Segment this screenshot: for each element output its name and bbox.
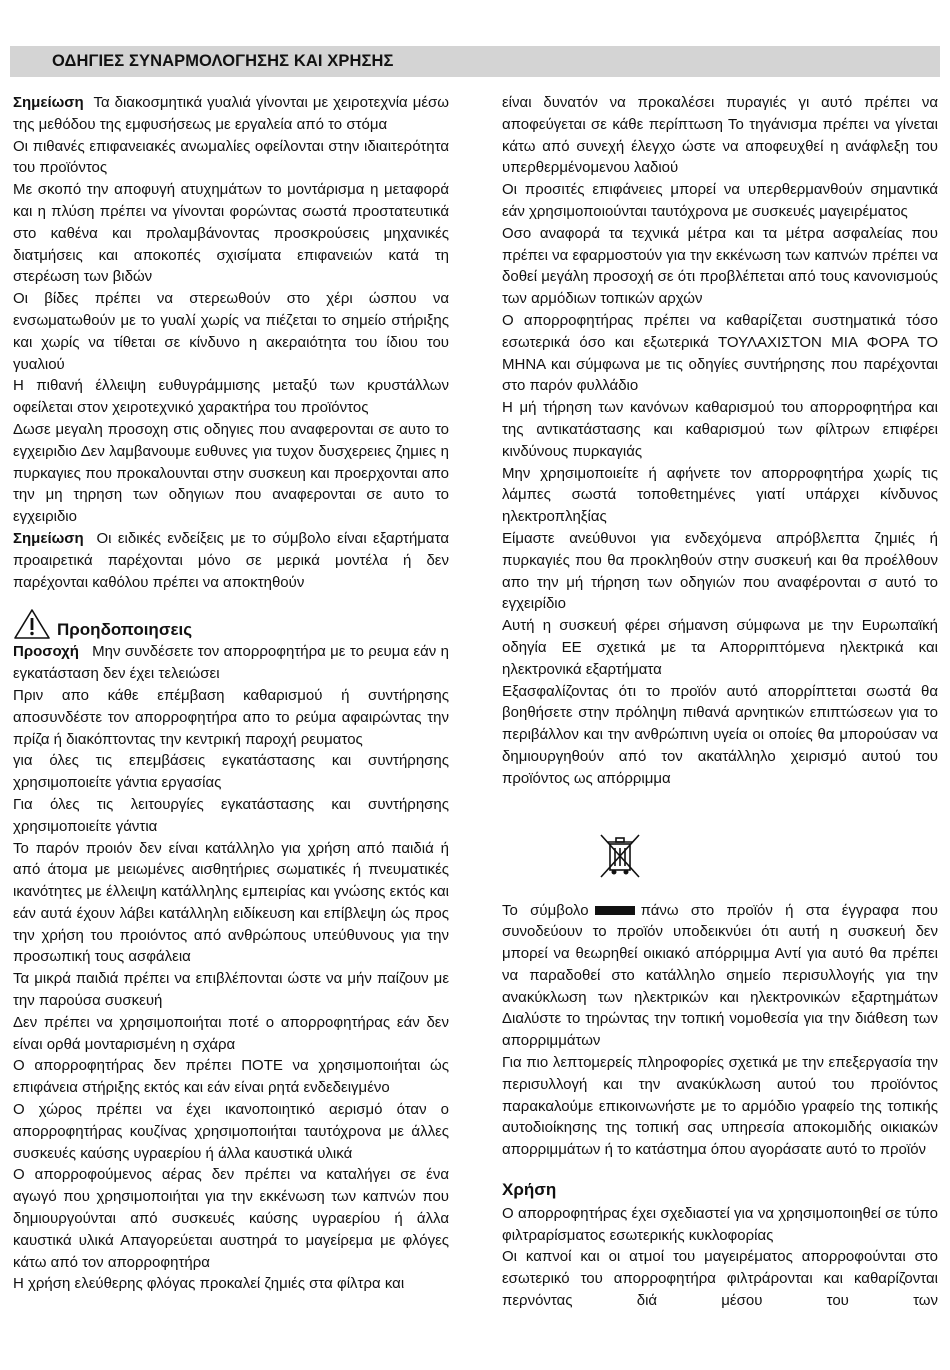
paragraph: Ο απορροφητήρας έχει σχεδιαστεί για να χρησιμοποιηθεί σε τύπο φιλτραρίσματος εσωτερικής κυκλοφορίας xyxy=(502,1204,938,1244)
symbol-paragraph xyxy=(502,900,938,1053)
paragraph: Δεν πρέπει να χρησιμοποιήται ποτέ ο απορροφητήρας εάν δεν είναι ορθά μονταρισμένη η σχάρα xyxy=(13,1013,449,1053)
left-column xyxy=(13,92,449,1295)
crossed-bin-icon xyxy=(598,832,642,880)
paragraph: Εξασφαλίζοντας ότι το προϊόν αυτό απορρίπτεται σωστά θα βοηθήσετε στην πρόληψη πιθανά αρνητικών επιπτώσεων για το περιβάλλον και την ανθρώπινη υγεία οι οποίες θα μπορούσαν να δημιουργηθούν από τον ακατάλληλο χειρισμό αυτού του προϊόντος ως απόρριμμα xyxy=(502,682,938,787)
paragraph: Ο απορροφητήρας πρέπει να καθαρίζεται συστηματικά τόσο εσωτερικά όσο και εξωτερικά ΤΟΥΛΑΧΙΣΤΟΝ ΜΙΑ ΦΟΡΑ ΤΟ ΜΗΝΑ και σύμφωνα με τις οδηγίες συντήρησης που παρέχονται στο παρόν φυλλάδιο xyxy=(502,311,938,395)
warnings-heading: Προηδοποιησεις xyxy=(57,619,193,639)
paragraph: Πριν απο κάθε επέμβαση καθαρισμού ή συντήρησης αποσυνδέστε τον απορροφητήρα απο το ρεύμα αφαιρώντας την πρίζα ή διακόπτοντας την κεντρική παροχή ρευματος xyxy=(13,686,449,748)
weee-bar-symbol xyxy=(595,906,635,915)
paragraph: Είμαστε ανεύθυνοι για ενδεχόμενα απρόβλεπτα ζημιές ή πυρκαγιές που θα προκληθούν στην συσκευή και θα προέλθουν απο την μή τήρηση των οδηγιών που αναφέρονται σ αυτό το εγχειρίδιο xyxy=(502,529,938,613)
paragraph: Η μή τήρηση των κανόνων καθαρισμού του απορροφητήρα και της αντικατάστασης και καθαρισμού των φίλτρων επιφέρει κινδύνους πυρκαγιάς xyxy=(502,399,938,460)
symbol-text-rest: πάνω στο προϊόν ή στα έγγραφα που συνοδεύουν το προϊόν υποδεικνύει ότι αυτή η συσκευή δεν μπορεί να θεωρηθεί οικιακό απόρριμμα Αντί για αυτό θα πρέπει να παραδοθεί στο κατάλληλο σημείο περισυλλογής για την ανακύκλωση των ηλεκτρικών και ηλεκτρονικών εξαρτημάτων Διαλύστε το τηρώντας την τοπική νομοθεσία για την διάθεση των απορριμμάτων xyxy=(502,901,938,1050)
paragraph: Για όλες τις λειτουργίες εγκατάστασης και συντήρησης χρησιμοποιείτε γάντια xyxy=(13,795,449,835)
page-title: ΟΔΗΓΙΕΣ ΣΥΝΑΡΜΟΛΟΓΗΣΗΣ ΚΑΙ ΧΡΗΣΗΣ xyxy=(52,52,394,70)
caution-text: Μην συνδέσετε τον απορροφητήρα με το ρευμα εάν η εγκατάσταση δεν έχει τελειώσει xyxy=(13,643,449,683)
caution-label: Προσοχή xyxy=(13,643,79,661)
page-header-bar xyxy=(10,46,940,77)
note-paragraph xyxy=(13,528,449,593)
note-paragraph xyxy=(13,92,449,136)
paragraph: Οι βίδες πρέπει να στερεωθούν στο χέρι ώσπου να ενσωματωθούν με το γυαλί χωρίς να πιέζεται το σημείο στήριξης και χωρίς να τίθεται σε κίνδυνο η ακεραιότητα του ίδιου του γυαλιού xyxy=(13,290,449,373)
paragraph: Για πιο λεπτομερείς πληροφορίες σχετικά με την επεξεργασία την περισυλλογή και την ανακύκλωση αυτού του προϊόντος παρακαλούμε επικοινωνήστε με το αρμόδιο γραφείο της τοπικής αυτοδιοίκησης της τοπική σας υπηρεσία αποκομιδής οικιακών απορριμμάτων ή το κατάστημα όπου αγοράσατε αυτό το προϊόν xyxy=(502,1054,938,1159)
paragraph: Δωσε μεγαλη προσοχη στις οδηγιες που αναφερονται σε αυτο το εγχειριδιο Δεν λαμβανουμε ευθυνες για τυχον δυσχερειες ζημιες η πυρκαγιες που προκαλουνται στην συσκευη και προερχονται απο την μη τηρηση των οδηγιων που αναφερονται σε αυτο το εγχειριδιο xyxy=(13,420,449,526)
paragraph: Τα μικρά παιδιά πρέπει να επιβλέπονται ώστε να μήν παίζουν με την παρούσα συσκευή xyxy=(13,970,449,1010)
paragraph: Η πιθανή έλλειψη ευθυγράμμισης μεταξύ των κρυστάλλων οφείλεται στον χειροτεχνικό χαρακτήρα του προϊόντος xyxy=(13,377,449,417)
paragraph: Το παρόν προιόν δεν είναι κατάλληλο για χρήση από παιδιά ή από άτομα με μειωμένες αισθητήριες σωματικές ή πνευματικές ικανότητες με έλλειψη κατάλληλης εμπειρίας και γνώσης εκτός και εάν αυτά έχουν λάβει κατάλληλη ειδίκευση και επίβλεψη ώς προς την χρήση του προιόντος από ανθρώπους υπεύθυνους για την προσωπική τους ασφάλεια xyxy=(13,839,449,966)
paragraph: Οι πιθανές επιφανειακές ανωμαλίες οφείλονται στην ιδιαιτερότητα του προϊόντος xyxy=(13,137,449,177)
paragraph: είναι δυνατόν να προκαλέσει πυραγιές γι αυτό πρέπει να αποφεύγεται σε κάθε περίπτωση Το τηγάνισμα πρέπει να γίνεται κάτω από συνεχή έλεγχο ώστε να αποφευχθεί η ανάφλεξη του υπερθερμένομενου λαδιού xyxy=(502,94,938,177)
caution-paragraph xyxy=(13,641,449,685)
paragraph: Αυτή η συσκευή φέρει σήμανση σύμφωνα με την Ευρωπαϊκή οδηγία ΕΕ σχετικά με τα Απορριπτόμενα ηλεκτρικά και ηλεκτρονικά εξαρτήματα xyxy=(502,617,938,678)
paragraph: Ο απορροφούμενος αέρας δεν πρέπει να καταλήγει σε ένα αγωγό που χρησιμοποιήται για την εκκένωση των καπνών που δημιουργούνται από συσκευές καύσης υγραερίου ή άλλα καυστικά υλικά Απαγορεύεται αυστηρά το μαγείρεμα με φλόγες κάτω από τον απορροφητήρα xyxy=(13,1166,449,1271)
right-column xyxy=(502,92,938,1312)
note-label: Σημείωση xyxy=(13,529,84,547)
note-text: Τα διακοσμητικά γυαλιά γίνονται με χειροτεχνία μέσω της μεθόδου της εμφυσήσεως με εργαλεία από το στόμα xyxy=(13,94,449,133)
weee-symbol-row xyxy=(502,812,938,900)
paragraph: Μην χρησιμοποιείτε ή αφήνετε τον απορροφητήρα χωρίς τις λάμπες σωστά τοποθετημένες γιατί υπάρχει κίνδυνος ηλεκτροπληξίας xyxy=(502,464,938,526)
note-text: Οι ειδικές ενδείξεις με το σύμβολο είναι εξαρτήματα προαιρετικά παρέχονται μόνο σε μερικά μοντέλα ή δεν παρέχονται καθόλου πρέπει να αποκτηθούν xyxy=(13,529,449,591)
paragraph: για όλες τις επεμβάσεις εγκατάστασης και συντήρησης χρησιμοποιείτε γάντια εργασίας xyxy=(13,752,449,792)
paragraph: Ο απορροφητήρας δεν πρέπει ΠΟΤΕ να χρησιμοποιήται ώς επιφάνεια στήριξης εκτός και εάν είναι ρητά ενδεδειγμένο xyxy=(13,1057,449,1097)
paragraph: Οσο αναφορά τα τεχνικά μέτρα και τα μέτρα ασφαλείας που πρέπει να εφαρμοστούν για την εκκένωση των καπνών πρέπει να δοθεί μεγάλη προσοχή σε ότι προβλέπεται από τους κανονισμούς των αρμόδιων τοπικών αρχών xyxy=(502,224,938,308)
note-label: Σημείωση xyxy=(13,94,84,111)
paragraph: Με σκοπό την αποφυγή ατυχημάτων το μοντάρισμα η μεταφορά και η πλύση πρέπει να γίνονται φορώντας σωστά προστατευτικά στο καθένα και προλαμβάνοντας προσκρούσεις μηχανικές διατμήσεις και αποκοπές σχισίματα επιφανειών κατά τη στερέωση των βιδών xyxy=(13,181,449,286)
symbol-text-start: Το σύμβολο xyxy=(502,901,589,919)
paragraph: Ο χώρος πρέπει να έχει ικανοποιητικό αερισμό όταν ο απορροφητήρας κουζίνας χρησιμοποιήται ταυτόχρονα με άλλες συσκευές καύσης υγραερίου ή άλλα καυστικά υλικά xyxy=(13,1101,449,1162)
paragraph: Οι καπνοί και οι ατμοί του μαγειρέματος απορροφούνται στο εσωτερικό του απορροφητήρα φιλτράρονται και καθαρίζονται περνόντας διά μέσου του των xyxy=(502,1248,938,1310)
paragraph: Οι προσιτές επιφάνειες μπορεί να υπερθερμανθούν σημαντικά εάν χρησιμοποιούνται ταυτόχρονα με συσκευές μαγειρέματος xyxy=(502,181,938,220)
paragraph: Η χρήση ελεύθερης φλόγας προκαλεί ζημιές στα φίλτρα και xyxy=(13,1275,405,1293)
warnings-heading-row xyxy=(13,598,449,640)
use-heading: Χρήση xyxy=(502,1180,557,1200)
warning-triangle-icon xyxy=(13,608,51,640)
